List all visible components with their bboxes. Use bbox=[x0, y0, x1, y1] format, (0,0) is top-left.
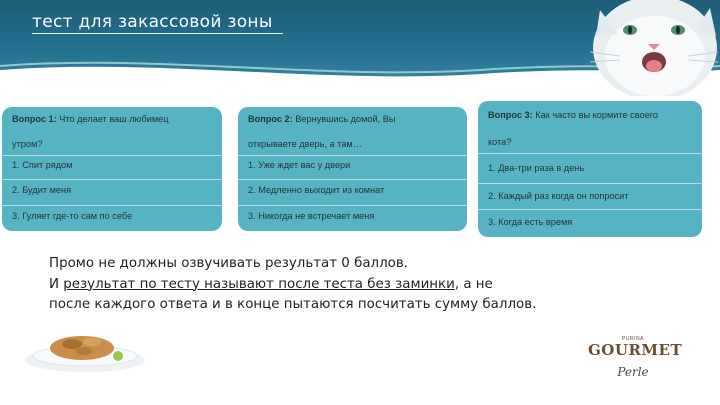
answer-option-2-1[interactable]: 1. Уже ждет вас у двери bbox=[248, 160, 351, 170]
question-1-text-continued: утром? bbox=[12, 139, 43, 149]
divider bbox=[2, 155, 222, 156]
question-3-text-continued: кота? bbox=[488, 137, 512, 147]
purina-logo-text: PURINA bbox=[622, 336, 644, 342]
slide-title: тест для закассовой зоны bbox=[32, 12, 283, 34]
divider bbox=[238, 179, 467, 180]
note-line-2: И результат по тесту называют после теста без заминки, а не bbox=[49, 276, 493, 292]
answer-option-1-1[interactable]: 1. Спит рядом bbox=[12, 160, 73, 170]
note-line-1: Промо не должны озвучивать результат 0 баллов. bbox=[49, 256, 409, 271]
answer-option-2-2[interactable]: 2. Медленно выходит из комнат bbox=[248, 185, 385, 195]
divider bbox=[478, 209, 702, 210]
answer-option-1-2[interactable]: 2. Будит меня bbox=[12, 185, 72, 195]
question-card-3 bbox=[478, 101, 702, 237]
note-line-3: после каждого ответа и в конце пытаются посчитать сумму баллов. bbox=[49, 297, 537, 312]
divider bbox=[2, 205, 222, 206]
answer-option-2-3[interactable]: 3. Никогда не встречает меня bbox=[248, 211, 375, 221]
question-2-text: Вопрос 2: Вернувшись домой, Вы bbox=[248, 114, 396, 124]
question-card-1 bbox=[2, 107, 222, 231]
white-cat-image bbox=[560, 0, 720, 96]
question-1-text: Вопрос 1: Что делает ваш любимец bbox=[12, 114, 169, 124]
note-underlined-phrase: результат по тесту называют после теста без заминки bbox=[63, 276, 455, 292]
food-plate-image bbox=[20, 316, 150, 376]
instruction-note bbox=[49, 254, 609, 316]
divider bbox=[238, 205, 467, 206]
divider bbox=[2, 179, 222, 180]
question-3-text: Вопрос 3: Как часто вы кормите своего bbox=[488, 110, 659, 120]
divider bbox=[478, 153, 702, 154]
answer-option-3-1[interactable]: 1. Два-три раза в день bbox=[488, 163, 585, 173]
answer-option-1-3[interactable]: 3. Гуляет где-то сам по себе bbox=[12, 211, 133, 221]
gourmet-perle-logo bbox=[588, 336, 683, 400]
question-2-text-continued: открываете дверь, а там… bbox=[248, 139, 362, 149]
perle-logo-text: Perle bbox=[617, 365, 649, 379]
divider bbox=[238, 155, 467, 156]
answer-option-3-3[interactable]: 3. Когда есть время bbox=[488, 217, 573, 227]
question-card-2 bbox=[238, 107, 467, 231]
divider bbox=[478, 183, 702, 184]
gourmet-logo-text: GOURMET bbox=[588, 341, 683, 359]
answer-option-3-2[interactable]: 2. Каждый раз когда он попросит bbox=[488, 191, 629, 201]
